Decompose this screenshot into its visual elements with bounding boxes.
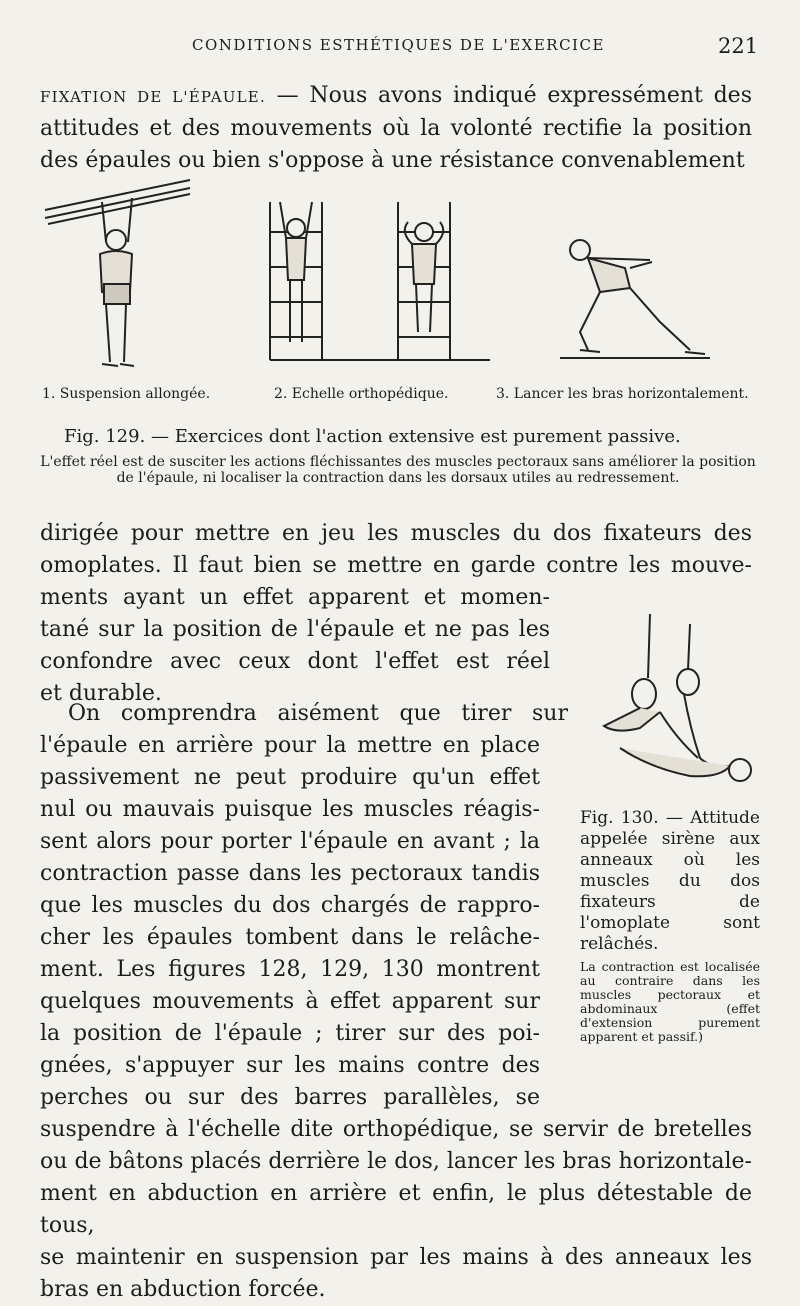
figure-129-subcaption-1: 1. Suspension allongée.	[42, 386, 211, 402]
text-line: On comprendra aisément que tirer sur	[68, 701, 568, 726]
figure-130-legend: La contraction est localisée au contraire dans les muscles pectoraux et abdominaux (effet d'extension purement apparent et passif.)	[580, 959, 760, 1044]
text-line: sent alors pour porter l'épaule en avant ; la	[40, 829, 540, 854]
text-line: ments ayant un effet apparent et momen-	[40, 585, 550, 610]
paragraph-fixation	[40, 80, 752, 177]
text-line: que les muscles du dos chargés de rappro-	[40, 893, 540, 918]
text-line: tané sur la position de l'épaule et ne pas les	[40, 617, 550, 642]
text-line: bras en abduction forcée.	[40, 1277, 326, 1302]
text-line: perches ou sur des barres parallèles, se	[40, 1085, 540, 1110]
section-lead: FIXATION DE L'ÉPAULE.	[40, 88, 266, 106]
page-number: 221	[718, 34, 759, 58]
text-line: se maintenir en suspension par les mains à des anneaux les	[40, 1245, 752, 1270]
figure-129-caption: Fig. 129. — Exercices dont l'action extensive est purement passive.	[64, 426, 681, 447]
figure-129	[40, 172, 765, 502]
sirene-rings-illustration	[580, 608, 770, 798]
figure-129-legend: L'effet réel est de susciter les actions fléchissantes des muscles pectoraux sans améliorer la position de l'épaule, ni localiser la contraction dans les dorsaux utiles au redressement.	[40, 454, 756, 486]
text-line: contraction passe dans les pectoraux tandis	[40, 861, 540, 886]
figure-129-subcaption-2: 2. Echelle orthopédique.	[274, 386, 449, 402]
text-line: la position de l'épaule ; tirer sur des poi-	[40, 1021, 540, 1046]
ladder-figures	[270, 202, 490, 360]
text-line: ment en abduction en arrière et enfin, le plus détestable de tous,	[40, 1181, 752, 1238]
text-line: passivement ne peut produire qu'un effet	[40, 765, 540, 790]
page-header	[0, 36, 800, 66]
figure-130-caption: Fig. 130. — Attitude appelée sirène aux anneaux où les muscles du dos fixateurs de l'omoplate sont relâchés.	[580, 808, 760, 954]
figure-129-illustrations	[40, 172, 765, 382]
text-line: dirigée pour mettre en jeu les muscles du dos fixateurs des	[40, 521, 752, 546]
running-title: CONDITIONS ESTHÉTIQUES DE L'EXERCICE	[192, 36, 605, 54]
text-line: l'épaule en arrière pour la mettre en place	[40, 733, 540, 758]
paragraph-text: — Nous avons indiqué expressément des attitudes et des mouvements où la volonté rectifie la position des épaules ou bien s'oppose à une résistance convenablement	[40, 83, 752, 173]
arm-throw-figure	[560, 240, 710, 358]
text-line: gnées, s'appuyer sur les mains contre des	[40, 1053, 540, 1078]
text-line: confondre avec ceux dont l'effet est réel	[40, 649, 550, 674]
text-line: suspendre à l'échelle dite orthopédique, se servir de bretelles	[40, 1117, 752, 1142]
text-line: nul ou mauvais puisque les muscles réagis-	[40, 797, 540, 822]
text-line: ment. Les figures 128, 129, 130 montrent	[40, 957, 540, 982]
figure-129-subcaption-3: 3. Lancer les bras horizontalement.	[496, 386, 749, 402]
text-line: cher les épaules tombent dans le relâche-	[40, 925, 540, 950]
suspension-figure	[45, 180, 190, 366]
text-line: quelques mouvements à effet apparent sur	[40, 989, 540, 1014]
figure-130	[580, 608, 770, 1068]
text-line: ou de bâtons placés derrière le dos, lancer les bras horizontale-	[40, 1149, 752, 1174]
text-line: omoplates. Il faut bien se mettre en garde contre les mouve-	[40, 553, 752, 578]
text-line: et durable.	[40, 681, 162, 706]
